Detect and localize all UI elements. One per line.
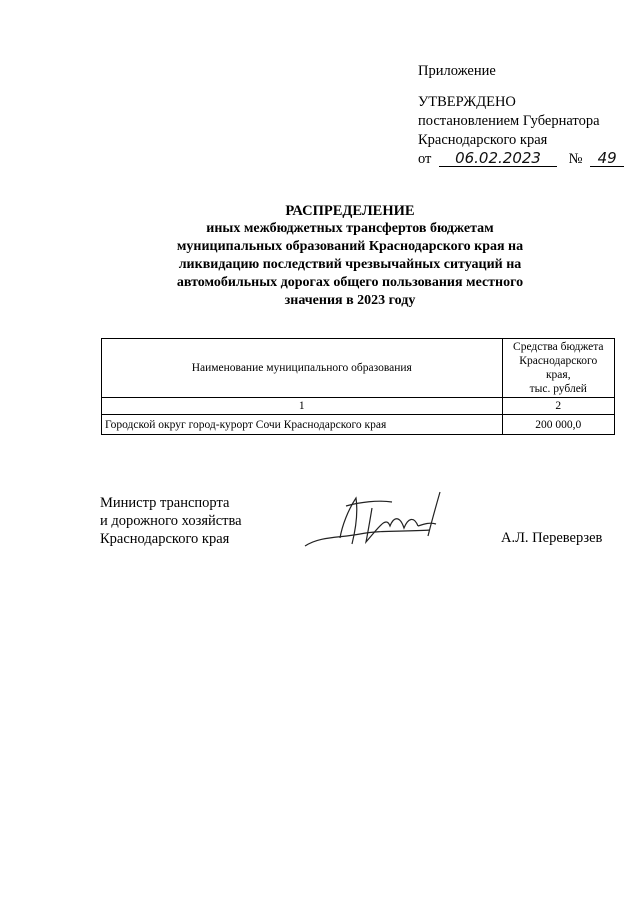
distribution-table (101, 338, 615, 435)
title-line: муниципальных образований Краснодарского края на (176, 239, 524, 254)
funds-header-line: Краснодарского (519, 355, 598, 367)
title-line: ликвидацию последствий чрезвычайных ситуаций на (178, 257, 522, 272)
title-line: автомобильных дорогах общего пользования местного (176, 275, 524, 290)
approval-line-2: Краснодарского края (418, 132, 548, 148)
from-label: от (418, 151, 432, 167)
column-number: 2 (502, 398, 614, 415)
signatory-name: А.Л. Переверзев (501, 530, 603, 546)
approval-line-1: постановлением Губернатора (418, 113, 600, 129)
position-line: Министр транспорта (100, 495, 230, 511)
funds-header-line: края, (545, 369, 571, 381)
title-heading: РАСПРЕДЕЛЕНИЕ (285, 203, 415, 219)
handwritten-signature (300, 486, 470, 556)
approval-date-number-line (418, 150, 638, 169)
amount-cell: 200 000,0 (502, 415, 614, 435)
number-label: № (568, 151, 583, 167)
column-numbers-row (102, 398, 615, 415)
position-line: и дорожного хозяйства (100, 513, 242, 529)
table-row (102, 415, 615, 435)
approved-label: УТВЕРЖДЕНО (418, 94, 516, 110)
handwritten-number: 49 (590, 150, 624, 167)
table-header-row (102, 339, 615, 398)
signatory-position (100, 494, 242, 548)
approval-block (418, 62, 638, 169)
column-header-funds (502, 339, 614, 398)
title-line: иных межбюджетных трансфертов бюджетам (206, 221, 494, 236)
funds-header-line: тыс. рублей (529, 383, 587, 395)
position-line: Краснодарского края (100, 531, 230, 547)
title-line: значения в 2023 году (284, 293, 416, 308)
column-number: 1 (102, 398, 503, 415)
handwritten-date: 06.02.2023 (439, 150, 557, 167)
document-title (100, 202, 600, 310)
column-header-municipality: Наименование муниципального образования (102, 339, 503, 398)
funds-header-line: Средства бюджета (513, 341, 604, 353)
municipality-name-cell: Городской округ город-курорт Сочи Краснодарского края (102, 415, 503, 435)
appendix-label: Приложение (418, 63, 496, 79)
